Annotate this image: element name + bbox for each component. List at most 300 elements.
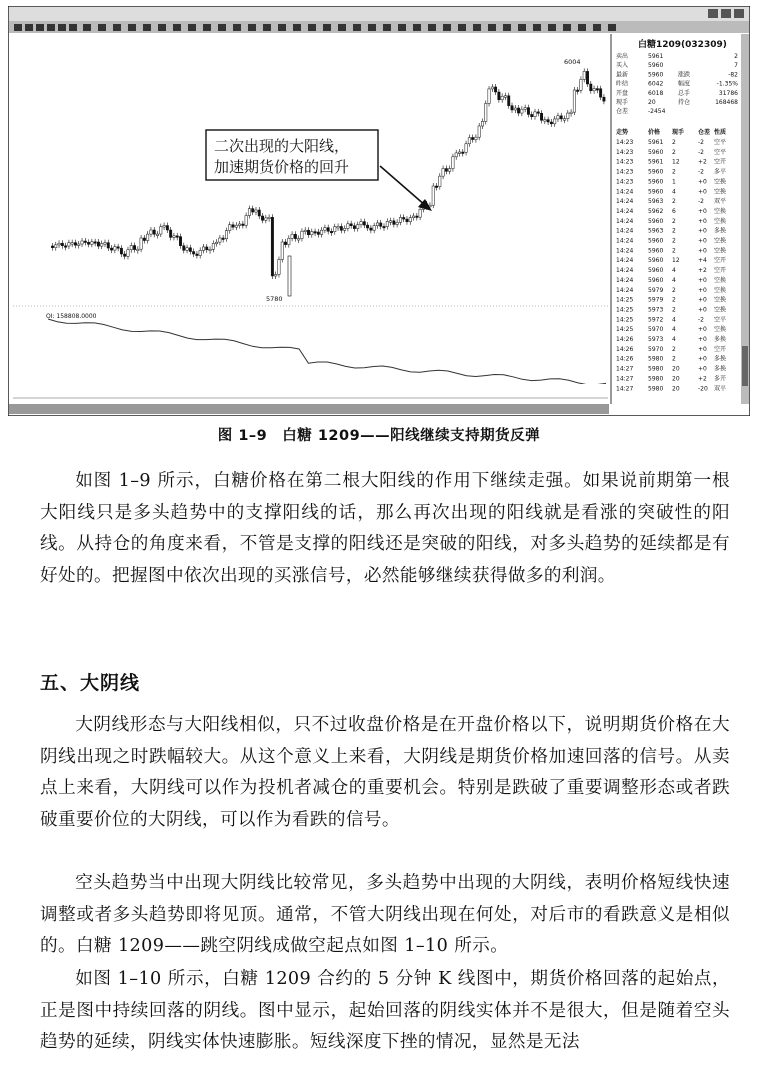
candle-body — [334, 227, 336, 232]
trade-cell: 4 — [672, 276, 676, 284]
trade-cell: 14:24 — [616, 227, 634, 235]
candle-body — [521, 109, 523, 113]
candle-body — [393, 221, 395, 225]
candle-body — [245, 216, 247, 226]
trade-cell: 14:23 — [616, 158, 634, 166]
candle-body — [173, 236, 175, 238]
window-controls[interactable] — [708, 9, 744, 18]
candle-body — [458, 152, 460, 154]
candle-body — [229, 225, 231, 231]
candle-body — [199, 250, 201, 255]
trade-cell: -2 — [698, 139, 704, 146]
candle-body — [508, 96, 510, 106]
trade-cell: 14:23 — [616, 148, 634, 156]
oi-label: OI: 158808.0000 — [46, 313, 97, 320]
quote-value: 5960 — [648, 62, 664, 70]
trade-cell: 5973 — [648, 336, 664, 343]
trade-cell: 多换 — [714, 336, 727, 343]
candle-body — [353, 226, 355, 229]
trade-cell: 2 — [672, 237, 676, 245]
trade-cell: 14:25 — [616, 306, 634, 314]
candle-body — [599, 89, 601, 97]
candle-body — [307, 230, 309, 235]
quote-value: 6018 — [648, 89, 664, 97]
trade-cell: 5960 — [648, 237, 664, 245]
candle-body — [327, 228, 329, 232]
trade-cell: 14:23 — [616, 168, 634, 176]
trade-cell: 1 — [672, 178, 676, 186]
candle-body — [583, 71, 585, 79]
trade-cell: 2 — [672, 168, 676, 176]
candle-body — [274, 274, 276, 276]
trade-cell: +4 — [698, 257, 707, 265]
candle-body — [123, 254, 125, 256]
trade-cell: 2 — [672, 355, 676, 363]
trade-cell: 空换 — [714, 276, 727, 284]
candle-body — [143, 238, 145, 241]
panel-title: 白糖1209(032309) — [638, 40, 727, 50]
trade-cell: -2 — [698, 168, 704, 176]
chart-screenshot — [8, 6, 750, 416]
trade-cell: 4 — [672, 316, 676, 324]
candle-body — [478, 126, 480, 137]
trade-cell: 双平 — [714, 198, 727, 206]
trade-cell: 20 — [672, 385, 680, 393]
candle-body — [209, 249, 211, 251]
candle-body — [567, 113, 569, 119]
trade-cell: 5970 — [648, 326, 664, 334]
trade-cell: 14:24 — [616, 207, 634, 215]
quote-key: 持仓 — [678, 99, 691, 106]
quote-value2: 7 — [734, 62, 738, 70]
candle-body — [531, 114, 533, 116]
trade-cell: +0 — [698, 286, 707, 294]
candle-body — [357, 225, 359, 229]
candle-body — [465, 144, 467, 153]
trade-cell: 5961 — [648, 139, 664, 146]
trade-cell: -2 — [698, 198, 704, 206]
candle-body — [248, 209, 250, 216]
candle-body — [232, 225, 234, 227]
trade-cell: 2 — [672, 139, 676, 146]
trade-cell: 5960 — [648, 247, 664, 255]
candle-body — [235, 225, 237, 227]
trade-cell: 5961 — [648, 158, 664, 166]
candle-body — [485, 103, 487, 121]
quote-value2: 168468 — [715, 99, 738, 106]
quote-key: 总手 — [678, 89, 691, 97]
candle-body — [55, 245, 57, 248]
trade-cell: -2 — [698, 316, 704, 324]
candle-body — [360, 222, 362, 225]
candle-body — [560, 116, 562, 119]
trade-cell: +0 — [698, 365, 707, 373]
candle-body — [452, 157, 454, 169]
candle-body — [294, 234, 296, 238]
trade-cell: 14:27 — [616, 365, 634, 373]
trade-cell: 5979 — [648, 296, 664, 304]
trade-cell: 4 — [672, 267, 676, 275]
trade-cell: 空换 — [714, 178, 727, 186]
trade-cell: 多换 — [714, 227, 727, 235]
candle-body — [137, 249, 139, 251]
candle-body — [396, 222, 398, 224]
trade-header: 现手 — [672, 129, 685, 136]
candle-body — [91, 242, 93, 245]
candle-body — [219, 238, 221, 242]
candle-body — [107, 243, 109, 248]
trade-cell: 空开 — [714, 267, 727, 275]
trade-cell: 5960 — [648, 178, 664, 186]
trade-cell: 5980 — [648, 385, 664, 393]
trade-cell: 12 — [672, 158, 680, 166]
candle-body — [291, 234, 293, 238]
candle-body — [504, 96, 506, 98]
trade-cell: 4 — [672, 188, 676, 196]
trade-cell: +0 — [698, 207, 707, 215]
candle-body — [186, 248, 188, 251]
candle-body — [265, 218, 267, 220]
quote-label: 仓差 — [616, 108, 629, 116]
candle-body — [419, 209, 421, 217]
trade-cell: 14:24 — [616, 267, 634, 275]
candle-body — [202, 247, 204, 250]
trade-cell: -20 — [698, 385, 708, 393]
trade-cell: 5963 — [648, 198, 664, 206]
trade-cell: 空换 — [714, 237, 727, 245]
candle-body — [534, 112, 536, 117]
candle-body — [340, 226, 342, 230]
trade-cell: +0 — [698, 306, 707, 314]
candle-body — [78, 244, 80, 246]
trade-cell: 2 — [672, 148, 676, 156]
candle-body — [258, 210, 260, 216]
trade-cell: +2 — [698, 158, 707, 166]
candle-body — [445, 169, 447, 172]
candle-body — [580, 79, 582, 90]
trade-cell: 2 — [672, 306, 676, 314]
quote-label: 开盘 — [616, 89, 629, 97]
trade-cell: 空换 — [714, 217, 727, 225]
trade-cell: 5960 — [648, 148, 664, 156]
trade-cell: +0 — [698, 227, 707, 235]
trade-cell: 空换 — [714, 326, 727, 334]
candle-body — [51, 246, 53, 248]
candle-body — [514, 108, 516, 110]
candle-body — [189, 248, 191, 252]
candle-body — [389, 221, 391, 223]
candle-body — [156, 234, 158, 236]
candle-body — [278, 259, 280, 274]
figure-caption: 图 1–9 白糖 1209——阳线继续支持期货反弹 — [217, 428, 541, 444]
trade-cell: 14:24 — [616, 276, 634, 284]
trade-cell: 14:26 — [616, 345, 634, 353]
annotation-line1: 二次出现的大阳线， — [214, 137, 350, 155]
candle-body — [120, 248, 122, 254]
candle-body — [127, 250, 129, 257]
candle-body — [586, 71, 588, 84]
trade-cell: 空换 — [714, 306, 727, 314]
trade-cell: +0 — [698, 326, 707, 334]
paragraph-4: 如图 1–10 所示，白糖 1209 合约的 5 分钟 K 线图中，期货价格回落的起始点，正是图中持续回落的阴线。图中显示，起始回落的阴线实体并不是很大，但是随着空头趋势的延续，阴线实体快速膨胀。短线深度下挫的情况，显然是无法 — [40, 969, 730, 1053]
candle-body — [74, 243, 76, 246]
paragraph-3: 空头趋势当中出现大阴线比较常见，多头趋势中出现的大阴线，表明价格短线快速调整或者多头趋势即将见顶。通常，不管大阴线出现在何处，对后市的看跌意义是相似的。白糖 1209——跳空阴线成做空起点如图 1–10 所示。 — [40, 873, 730, 957]
trade-cell: 14:25 — [616, 296, 634, 304]
trade-cell: 14:24 — [616, 188, 634, 196]
candle-body — [383, 226, 385, 228]
trade-cell: 14:24 — [616, 286, 634, 294]
trade-cell: 空换 — [714, 247, 727, 255]
candle-body — [317, 232, 319, 234]
trade-cell: 多换 — [714, 365, 727, 373]
toolbar[interactable] — [9, 7, 749, 33]
quote-value: 20 — [648, 99, 656, 106]
trade-cell: 5979 — [648, 286, 664, 294]
candle-body — [87, 242, 89, 244]
quote-label: 卖出 — [616, 53, 629, 60]
candle-body — [81, 241, 83, 244]
trade-cell: 14:27 — [616, 375, 634, 383]
trade-cell: 14:23 — [616, 178, 634, 186]
trade-cell: 14:23 — [616, 139, 634, 146]
candle-body — [550, 122, 552, 124]
candle-body — [206, 247, 208, 250]
quote-label: 买入 — [616, 62, 629, 70]
candle-body — [448, 169, 450, 172]
trade-header: 性质 — [714, 129, 727, 136]
candle-body — [114, 247, 116, 250]
candle-body — [501, 96, 503, 99]
trade-cell: 5972 — [648, 316, 664, 324]
candle-body — [225, 231, 227, 239]
candle-body — [435, 186, 437, 188]
candle-body — [153, 230, 155, 234]
trade-cell: 5980 — [648, 375, 664, 383]
trade-cell: 14:24 — [616, 198, 634, 206]
low-price-label: 5780 — [266, 295, 283, 303]
trade-cell: 多开 — [714, 375, 727, 383]
candle-body — [192, 252, 194, 254]
trade-cell: 空平 — [714, 316, 727, 324]
trade-cell: 5960 — [648, 276, 664, 284]
trade-cell: 5960 — [648, 257, 664, 265]
candle-body — [68, 243, 70, 246]
candle-body — [576, 90, 578, 92]
candle-body — [337, 226, 339, 228]
trade-cell: 20 — [672, 375, 680, 383]
quote-label: 最新 — [616, 71, 629, 79]
trade-cell: +0 — [698, 355, 707, 363]
candle-body — [573, 90, 575, 112]
trade-cell: 5960 — [648, 217, 664, 225]
candle-body — [320, 230, 322, 234]
candle-body — [110, 248, 112, 250]
candle-body — [238, 224, 240, 226]
quote-label: 现手 — [616, 99, 629, 106]
trade-cell: +2 — [698, 267, 707, 275]
candle-body — [271, 217, 273, 276]
candle-body — [498, 92, 500, 100]
candle-body — [212, 243, 214, 249]
candle-body — [363, 222, 365, 225]
candle-body — [84, 241, 86, 243]
trade-cell: 空平 — [714, 148, 727, 156]
candle-body — [130, 245, 132, 249]
candle-body — [481, 121, 483, 126]
quote-key: 幅度 — [678, 80, 691, 88]
trade-cell: 2 — [672, 198, 676, 206]
high-price-label: 6004 — [564, 58, 581, 66]
trade-cell: 2 — [672, 296, 676, 304]
trade-cell: +0 — [698, 178, 707, 186]
trade-cell: 2 — [672, 286, 676, 294]
candle-body — [64, 246, 66, 248]
candle-body — [284, 242, 286, 245]
trade-cell: 空平 — [714, 139, 727, 146]
trade-cell: 空开 — [714, 345, 727, 353]
candle-body — [432, 186, 434, 205]
candle-body — [343, 228, 345, 230]
trade-cell: +0 — [698, 188, 707, 196]
trade-cell: 多换 — [714, 355, 727, 363]
candle-body — [442, 169, 444, 177]
paragraph-2: 大阴线形态与大阳线相似，只不过收盘价格是在开盘价格以下，说明期货价格在大阴线出现之时跌幅较大。从这个意义上来看，大阴线是期货价格加速回落的信号。从卖点上来看，大阴线可以作为投机者减仓的重要机会。特别是跌破了重要调整形态或者跌破重要价位的大阴线，可以作为看跌的信号。 — [40, 715, 730, 830]
trade-cell: 5980 — [648, 355, 664, 363]
candle-body — [468, 137, 470, 143]
candle-body — [409, 218, 411, 222]
candle-body — [370, 228, 372, 230]
trade-cell: +2 — [698, 375, 707, 383]
candle-body — [324, 228, 326, 231]
quote-value2: -1.35% — [716, 80, 738, 88]
candle-body — [439, 176, 441, 187]
candle-body — [94, 242, 96, 244]
candle-body — [402, 217, 404, 219]
candle-body — [133, 245, 135, 249]
candle-body — [288, 238, 290, 244]
trade-cell: +0 — [698, 296, 707, 304]
trade-cell: 2 — [672, 217, 676, 225]
candle-body — [140, 238, 142, 249]
candle-body — [97, 242, 99, 246]
annotation-line2: 加速期货价格的回升 — [214, 158, 350, 176]
candle-body — [163, 226, 165, 228]
trade-cell: 12 — [672, 257, 680, 265]
candle-body — [603, 97, 605, 101]
candle-body — [146, 234, 148, 240]
trade-cell: 14:24 — [616, 217, 634, 225]
candle-body — [61, 243, 63, 246]
candle-body — [252, 209, 254, 212]
quote-value: 5961 — [648, 53, 664, 60]
trade-cell: +0 — [698, 247, 707, 255]
candle-body — [297, 239, 299, 241]
trade-header: 仓差 — [698, 129, 711, 136]
candle-body — [488, 89, 490, 104]
candle-body — [58, 243, 60, 245]
candle-body — [544, 120, 546, 122]
candle-body — [101, 244, 103, 247]
candle-body — [281, 242, 283, 259]
trade-cell: 空开 — [714, 158, 727, 166]
trade-cell: 5962 — [648, 207, 664, 215]
candle-body — [399, 217, 401, 222]
candle-body — [596, 89, 598, 91]
trade-cell: 4 — [672, 326, 676, 334]
section-heading: 五、大阴线 — [40, 672, 141, 694]
candle-body — [557, 116, 559, 119]
candle-body — [288, 256, 291, 296]
candle-body — [524, 108, 526, 110]
candle-body — [314, 232, 316, 234]
candle-body — [386, 221, 388, 226]
trade-cell: 5970 — [648, 345, 664, 353]
quote-value: 6042 — [648, 80, 664, 88]
candle-body — [222, 238, 224, 240]
trade-cell: 14:24 — [616, 247, 634, 255]
candle-body — [471, 137, 473, 139]
trade-cell: 14:25 — [616, 316, 634, 324]
trade-cell: 14:26 — [616, 336, 634, 343]
candle-body — [215, 242, 217, 244]
candle-body — [376, 223, 378, 226]
paragraph-1: 如图 1–9 所示，白糖价格在第二根大阳线的作用下继续走强。如果说前期第一根大阳线只是多头趋势中的支撑阳线的话，那么再次出现的阳线就是看涨的突破性的阳线。从持仓的角度来看，不管是支撑的阳线还是突破的阳线，对多头趋势的延续都是有好处的。把握图中依次出现的买涨信号，必然能够继续获得做多的利润。 — [40, 471, 730, 586]
trade-cell: 5963 — [648, 227, 664, 235]
candle-body — [183, 246, 185, 251]
candle-body — [350, 224, 352, 226]
trade-cell: 2 — [672, 345, 676, 353]
trade-cell: 14:27 — [616, 385, 634, 393]
candle-body — [150, 230, 152, 234]
candle-body — [176, 236, 178, 238]
candle-body — [475, 137, 477, 139]
candle-body — [160, 227, 162, 234]
candle-body — [366, 225, 368, 228]
candle-body — [301, 231, 303, 238]
trade-cell: 5960 — [648, 267, 664, 275]
trade-cell: 双平 — [714, 385, 727, 393]
candle-body — [255, 210, 257, 212]
candle-body — [311, 232, 313, 235]
quote-value2: 31786 — [718, 89, 738, 97]
quote-value2: -82 — [728, 71, 738, 79]
trade-cell: 14:24 — [616, 237, 634, 245]
trade-cell: 空换 — [714, 188, 727, 196]
candle-body — [169, 230, 171, 237]
trade-cell: 14:24 — [616, 257, 634, 265]
quote-label: 昨结 — [616, 80, 629, 88]
candle-body — [590, 84, 592, 91]
candle-body — [540, 113, 542, 120]
candle-body — [330, 231, 332, 233]
trade-header: 走势 — [616, 129, 629, 136]
trade-cell: 20 — [672, 365, 680, 373]
candle-body — [537, 112, 539, 114]
trade-cell: 5960 — [648, 188, 664, 196]
candle-body — [511, 106, 513, 110]
candle-body — [104, 243, 106, 245]
trade-cell: 6 — [672, 207, 676, 215]
candle-body — [166, 226, 168, 230]
candle-body — [563, 119, 565, 121]
trade-cell: 多平 — [714, 168, 727, 176]
candle-body — [117, 247, 119, 249]
candle-body — [373, 226, 375, 231]
trade-cell: 5960 — [648, 168, 664, 176]
candle-body — [242, 224, 244, 226]
trade-cell: 空换 — [714, 207, 727, 215]
candle-body — [412, 216, 414, 218]
